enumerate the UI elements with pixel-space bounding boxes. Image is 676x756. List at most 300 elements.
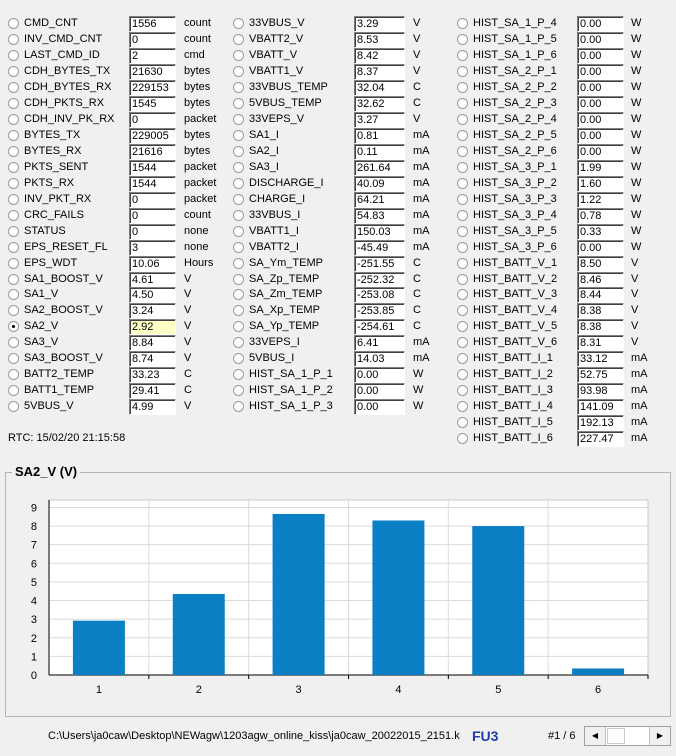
param-value: 0.00	[577, 64, 624, 80]
param-row[interactable]	[457, 160, 672, 176]
param-row[interactable]	[233, 224, 448, 240]
param-radio[interactable]	[457, 146, 468, 157]
param-value: 54.83	[354, 208, 405, 224]
param-unit: bytes	[184, 64, 211, 77]
param-row[interactable]	[233, 303, 448, 319]
param-row[interactable]	[8, 240, 223, 256]
param-row[interactable]	[233, 399, 448, 415]
param-value: 14.03	[354, 351, 405, 367]
param-row[interactable]	[457, 80, 672, 96]
param-row[interactable]	[233, 160, 448, 176]
param-row[interactable]	[8, 176, 223, 192]
param-radio[interactable]	[457, 242, 468, 253]
param-value: 192.13	[577, 415, 624, 431]
param-row[interactable]	[233, 256, 448, 272]
param-label: VBATT1_V	[249, 64, 304, 77]
param-value: 8.37	[354, 64, 405, 80]
param-row[interactable]	[457, 128, 672, 144]
param-radio[interactable]	[8, 146, 19, 157]
param-unit: C	[413, 256, 421, 269]
param-label: SA_Yp_TEMP	[249, 320, 320, 333]
param-value: 1544	[129, 176, 176, 192]
param-unit: mA	[631, 432, 648, 445]
param-row[interactable]	[457, 176, 672, 192]
param-row[interactable]	[8, 80, 223, 96]
param-value: 0.00	[577, 96, 624, 112]
param-row[interactable]	[233, 383, 448, 399]
param-label: HIST_SA_2_P_1	[473, 64, 557, 77]
param-unit: W	[631, 208, 642, 221]
param-row[interactable]	[457, 383, 672, 399]
param-label: HIST_SA_3_P_5	[473, 224, 557, 237]
param-radio[interactable]	[457, 305, 468, 316]
param-radio[interactable]	[457, 18, 468, 29]
param-unit: packet	[184, 112, 217, 125]
param-value: 8.84	[129, 335, 176, 351]
param-value: 3.29	[354, 16, 405, 32]
param-label: INV_CMD_CNT	[24, 32, 103, 45]
param-label: BATT2_TEMP	[24, 368, 95, 381]
param-radio[interactable]	[8, 98, 19, 109]
param-unit: V	[413, 112, 421, 125]
param-row[interactable]	[8, 367, 223, 383]
param-radio[interactable]	[233, 242, 244, 253]
param-label: HIST_BATT_V_6	[473, 336, 558, 349]
param-value: 8.31	[577, 335, 624, 351]
param-label: VBATT1_I	[249, 224, 299, 237]
param-row[interactable]	[457, 32, 672, 48]
param-row[interactable]	[457, 144, 672, 160]
param-unit: bytes	[184, 80, 211, 93]
param-row[interactable]	[457, 256, 672, 272]
param-row[interactable]	[233, 96, 448, 112]
param-radio[interactable]	[8, 130, 19, 141]
param-radio[interactable]	[8, 353, 19, 364]
param-radio[interactable]	[233, 226, 244, 237]
param-value: 2.92	[129, 319, 176, 335]
param-radio[interactable]	[8, 321, 19, 332]
param-radio[interactable]	[233, 66, 244, 77]
param-row[interactable]	[233, 335, 448, 351]
y-tick-label: 4	[30, 595, 37, 608]
param-value: 0	[129, 112, 176, 128]
param-row[interactable]	[457, 16, 672, 32]
param-label: SA1_I	[249, 128, 279, 141]
param-label: SA2_V	[24, 320, 59, 333]
param-value: 0.78	[577, 208, 624, 224]
param-value: 8.74	[129, 351, 176, 367]
x-tick-label: 5	[495, 684, 502, 696]
param-value: 0	[129, 224, 176, 240]
param-label: HIST_SA_3_P_1	[473, 160, 557, 173]
y-tick-label: 8	[30, 521, 37, 534]
param-radio[interactable]	[233, 353, 244, 364]
param-radio[interactable]	[457, 98, 468, 109]
file-path: C:\Users\ja0caw\Desktop\NEWagw\1203agw_online_kiss\ja0caw_20022015_2151.k	[48, 730, 460, 742]
param-value: 1.22	[577, 192, 624, 208]
param-unit: bytes	[184, 128, 211, 141]
param-radio[interactable]	[8, 226, 19, 237]
param-label: 5VBUS_I	[249, 352, 295, 365]
param-unit: mA	[631, 400, 648, 413]
param-unit: C	[413, 272, 421, 285]
param-label: SA3_BOOST_V	[24, 352, 103, 365]
param-row[interactable]	[8, 48, 223, 64]
param-row[interactable]	[233, 367, 448, 383]
param-radio[interactable]	[233, 289, 244, 300]
param-radio[interactable]	[233, 130, 244, 141]
param-value: 8.46	[577, 272, 624, 288]
param-unit: V	[413, 64, 421, 77]
param-radio[interactable]	[457, 162, 468, 173]
param-row[interactable]	[8, 32, 223, 48]
param-label: BYTES_RX	[24, 144, 82, 157]
param-radio[interactable]	[233, 50, 244, 61]
param-row[interactable]	[233, 48, 448, 64]
param-radio[interactable]	[8, 258, 19, 269]
param-radio[interactable]	[8, 337, 19, 348]
param-value: -254.61	[354, 319, 405, 335]
param-label: CRC_FAILS	[24, 208, 84, 221]
param-radio[interactable]	[457, 353, 468, 364]
triangle-right-icon: ▶	[656, 731, 664, 740]
param-row[interactable]	[233, 112, 448, 128]
param-row[interactable]	[457, 208, 672, 224]
param-row[interactable]	[457, 112, 672, 128]
param-radio[interactable]	[233, 337, 244, 348]
param-row[interactable]	[457, 272, 672, 288]
param-row[interactable]	[8, 383, 223, 399]
param-label: CDH_PKTS_RX	[24, 96, 105, 109]
param-unit: packet	[184, 160, 217, 173]
param-radio[interactable]	[233, 385, 244, 396]
param-label: HIST_BATT_I_5	[473, 416, 553, 429]
param-radio[interactable]	[457, 289, 468, 300]
param-radio[interactable]	[457, 274, 468, 285]
param-row[interactable]	[233, 272, 448, 288]
param-unit: mA	[413, 192, 430, 205]
param-radio[interactable]	[457, 130, 468, 141]
param-row[interactable]	[8, 287, 223, 303]
param-label: VBATT_V	[249, 48, 298, 61]
param-unit: C	[413, 80, 421, 93]
param-row[interactable]	[457, 48, 672, 64]
param-label: 33VEPS_I	[249, 336, 300, 349]
param-row[interactable]	[8, 160, 223, 176]
param-radio[interactable]	[233, 305, 244, 316]
param-radio[interactable]	[233, 82, 244, 93]
param-row[interactable]	[8, 144, 223, 160]
param-radio[interactable]	[457, 82, 468, 93]
param-radio[interactable]	[8, 114, 19, 125]
param-label: HIST_SA_1_P_5	[473, 32, 557, 45]
param-value: 229005	[129, 128, 176, 144]
param-label: CMD_CNT	[24, 17, 78, 29]
param-unit: count	[184, 32, 211, 45]
param-radio[interactable]	[233, 98, 244, 109]
param-label: SA_Ym_TEMP	[249, 256, 323, 269]
param-unit: C	[413, 304, 421, 317]
param-row[interactable]	[457, 64, 672, 80]
param-radio[interactable]	[8, 289, 19, 300]
y-tick-label: 1	[30, 651, 37, 664]
param-unit: W	[413, 400, 424, 413]
param-radio[interactable]	[8, 178, 19, 189]
param-unit: mA	[413, 224, 430, 237]
param-radio[interactable]	[8, 66, 19, 77]
param-row[interactable]	[457, 224, 672, 240]
param-label: HIST_SA_2_P_5	[473, 128, 557, 141]
param-row[interactable]	[457, 399, 672, 415]
param-unit: W	[631, 32, 642, 45]
param-row[interactable]	[457, 367, 672, 383]
param-unit: W	[631, 64, 642, 77]
param-row[interactable]	[233, 319, 448, 335]
param-radio[interactable]	[233, 258, 244, 269]
param-row[interactable]	[457, 240, 672, 256]
param-radio[interactable]	[8, 401, 19, 412]
param-radio[interactable]	[233, 18, 244, 29]
param-radio[interactable]	[457, 178, 468, 189]
param-row[interactable]	[457, 287, 672, 303]
param-radio[interactable]	[8, 18, 19, 29]
param-radio[interactable]	[233, 114, 244, 125]
param-unit: mA	[413, 208, 430, 221]
param-unit: none	[184, 224, 209, 237]
param-label: INV_PKT_RX	[24, 192, 92, 205]
param-radio[interactable]	[457, 50, 468, 61]
param-row[interactable]	[457, 319, 672, 335]
param-radio[interactable]	[457, 321, 468, 332]
param-value: 1.60	[577, 176, 624, 192]
param-row[interactable]	[8, 208, 223, 224]
param-value: 0.00	[577, 128, 624, 144]
param-value: 0	[129, 192, 176, 208]
param-unit: mA	[413, 144, 430, 157]
param-label: HIST_BATT_I_6	[473, 432, 553, 445]
param-unit: V	[184, 336, 192, 349]
param-label: CDH_BYTES_RX	[24, 80, 112, 93]
param-radio[interactable]	[457, 34, 468, 45]
param-label: HIST_SA_2_P_3	[473, 96, 557, 109]
param-value: 10.06	[129, 256, 176, 272]
param-label: STATUS	[24, 224, 66, 237]
param-radio[interactable]	[233, 401, 244, 412]
param-radio[interactable]	[233, 162, 244, 173]
param-row[interactable]	[233, 176, 448, 192]
bar	[372, 520, 424, 675]
param-radio[interactable]	[457, 114, 468, 125]
param-unit: mA	[413, 240, 430, 253]
param-radio[interactable]	[8, 305, 19, 316]
param-label: EPS_WDT	[24, 256, 78, 269]
param-value: 0.33	[577, 224, 624, 240]
param-row[interactable]	[8, 399, 223, 415]
param-radio[interactable]	[8, 274, 19, 285]
param-radio[interactable]	[457, 258, 468, 269]
param-unit: bytes	[184, 144, 211, 157]
param-radio[interactable]	[457, 337, 468, 348]
param-row[interactable]	[8, 128, 223, 144]
param-row[interactable]	[233, 80, 448, 96]
scroll-right-button[interactable]	[649, 727, 670, 745]
bar	[572, 668, 624, 675]
param-row[interactable]	[233, 208, 448, 224]
param-row[interactable]	[233, 128, 448, 144]
rtc-timestamp: RTC: 15/02/20 21:15:58	[8, 432, 126, 444]
param-radio[interactable]	[8, 369, 19, 380]
param-value: 93.98	[577, 383, 624, 399]
param-value: 0.00	[577, 16, 624, 32]
param-radio[interactable]	[457, 194, 468, 205]
param-value: 8.44	[577, 287, 624, 303]
param-row[interactable]	[8, 319, 223, 335]
param-unit: count	[184, 17, 211, 29]
param-radio[interactable]	[8, 194, 19, 205]
param-row[interactable]	[8, 224, 223, 240]
param-radio[interactable]	[8, 162, 19, 173]
param-row[interactable]	[8, 303, 223, 319]
param-label: DISCHARGE_I	[249, 176, 324, 189]
param-radio[interactable]	[233, 146, 244, 157]
page-scrollbar[interactable]	[584, 726, 671, 746]
param-label: PKTS_RX	[24, 176, 75, 189]
param-row[interactable]	[8, 64, 223, 80]
param-row[interactable]	[457, 351, 672, 367]
param-row[interactable]	[8, 272, 223, 288]
param-value: 8.50	[577, 256, 624, 272]
param-label: HIST_BATT_V_4	[473, 304, 558, 317]
param-unit: bytes	[184, 96, 211, 109]
scroll-left-button[interactable]	[585, 727, 606, 745]
chart-title: SA2_V (V)	[12, 464, 80, 479]
param-value: 33.23	[129, 367, 176, 383]
param-unit: W	[413, 384, 424, 397]
param-row[interactable]	[8, 351, 223, 367]
param-label: SA1_V	[24, 288, 59, 301]
param-row[interactable]	[233, 64, 448, 80]
param-unit: C	[184, 368, 192, 381]
param-radio[interactable]	[457, 66, 468, 77]
param-label: SA2_BOOST_V	[24, 304, 103, 317]
param-radio[interactable]	[233, 194, 244, 205]
param-value: 4.61	[129, 272, 176, 288]
param-radio[interactable]	[457, 210, 468, 221]
param-row[interactable]	[8, 256, 223, 272]
param-row[interactable]	[233, 16, 448, 32]
param-radio[interactable]	[457, 226, 468, 237]
param-label: SA_Zm_TEMP	[249, 288, 323, 301]
param-value: 0.00	[354, 383, 405, 399]
param-value: 0.00	[577, 48, 624, 64]
param-unit: V	[631, 272, 639, 285]
param-unit: mA	[413, 352, 430, 365]
param-label: 33VBUS_TEMP	[249, 80, 328, 93]
param-value: 4.99	[129, 399, 176, 415]
param-label: SA_Xp_TEMP	[249, 304, 320, 317]
param-value: 0.11	[354, 144, 405, 160]
param-radio[interactable]	[8, 210, 19, 221]
y-tick-label: 5	[30, 576, 37, 589]
param-radio[interactable]	[457, 417, 468, 428]
param-row[interactable]	[457, 192, 672, 208]
param-label: HIST_BATT_I_1	[473, 352, 553, 365]
param-value: 227.47	[577, 431, 624, 447]
param-radio[interactable]	[457, 369, 468, 380]
param-value: 8.38	[577, 319, 624, 335]
param-row[interactable]	[457, 303, 672, 319]
param-row[interactable]	[457, 415, 672, 431]
param-radio[interactable]	[8, 50, 19, 61]
param-unit: V	[184, 400, 192, 413]
param-radio[interactable]	[233, 274, 244, 285]
param-label: HIST_SA_1_P_1	[249, 368, 333, 381]
param-label: HIST_SA_2_P_2	[473, 80, 557, 93]
param-radio[interactable]	[233, 369, 244, 380]
param-row[interactable]	[457, 335, 672, 351]
param-radio[interactable]	[233, 178, 244, 189]
param-row[interactable]	[8, 192, 223, 208]
param-unit: C	[413, 96, 421, 109]
param-label: HIST_SA_3_P_4	[473, 208, 557, 221]
param-unit: W	[631, 144, 642, 157]
param-row[interactable]	[8, 16, 223, 32]
param-value: 21616	[129, 144, 176, 160]
param-value: 1.99	[577, 160, 624, 176]
param-row[interactable]	[233, 240, 448, 256]
param-row[interactable]	[457, 96, 672, 112]
param-unit: V	[413, 48, 421, 61]
param-value: 0.00	[577, 32, 624, 48]
scroll-thumb[interactable]	[607, 728, 625, 744]
param-row[interactable]	[233, 192, 448, 208]
param-unit: mA	[631, 352, 648, 365]
bar	[273, 514, 325, 675]
param-value: 33.12	[577, 351, 624, 367]
param-unit: V	[631, 256, 639, 269]
param-row[interactable]	[233, 287, 448, 303]
param-row[interactable]	[8, 112, 223, 128]
param-radio[interactable]	[457, 385, 468, 396]
param-value: -45.49	[354, 240, 405, 256]
param-radio[interactable]	[233, 321, 244, 332]
param-row[interactable]	[457, 431, 672, 447]
param-radio[interactable]	[8, 34, 19, 45]
param-radio[interactable]	[8, 385, 19, 396]
param-label: HIST_BATT_V_5	[473, 320, 558, 333]
param-radio[interactable]	[457, 401, 468, 412]
param-row[interactable]	[233, 351, 448, 367]
y-tick-label: 6	[30, 558, 37, 571]
param-unit: mA	[413, 336, 430, 349]
param-unit: mA	[631, 368, 648, 381]
param-value: 32.04	[354, 80, 405, 96]
param-row[interactable]	[233, 144, 448, 160]
param-row[interactable]	[233, 32, 448, 48]
param-value: 0.00	[577, 80, 624, 96]
param-radio[interactable]	[233, 34, 244, 45]
param-label: HIST_BATT_I_2	[473, 368, 553, 381]
param-value: 3.27	[354, 112, 405, 128]
param-radio[interactable]	[457, 433, 468, 444]
param-row[interactable]	[8, 96, 223, 112]
param-radio[interactable]	[8, 242, 19, 253]
param-value: 3	[129, 240, 176, 256]
param-value: 0	[129, 32, 176, 48]
param-radio[interactable]	[233, 210, 244, 221]
param-radio[interactable]	[8, 82, 19, 93]
param-row[interactable]	[8, 335, 223, 351]
